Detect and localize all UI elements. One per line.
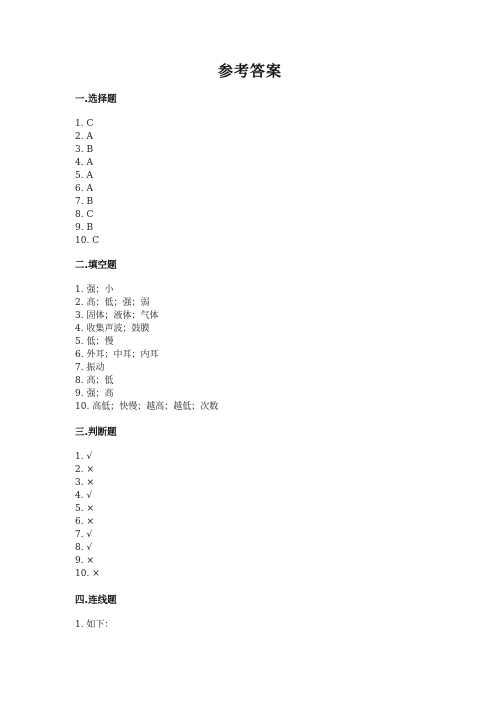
answer-item (75, 284, 435, 297)
answer-item (75, 516, 435, 529)
answer-item (75, 568, 435, 581)
answer-item (75, 222, 435, 235)
item-answer: 收集声波；鼓膜 (86, 324, 150, 334)
answer-item (75, 477, 435, 490)
answer-item (75, 362, 435, 375)
item-answer: 振动 (86, 363, 105, 373)
answer-item (75, 196, 435, 209)
item-number: 10. (75, 402, 90, 412)
answer-item (75, 183, 435, 196)
answer-list (75, 118, 435, 248)
answer-item (75, 209, 435, 222)
item-answer: 高低；快慢；越高；越低；次数 (92, 402, 219, 412)
item-answer: C (86, 119, 94, 129)
item-number: 6. (75, 184, 84, 194)
item-number: 1. (75, 620, 84, 630)
answer-list (75, 451, 435, 581)
item-answer: B (86, 197, 94, 207)
item-number: 9. (75, 389, 84, 399)
item-number: 8. (75, 543, 84, 553)
answer-item (75, 388, 435, 401)
section-matching (75, 594, 435, 632)
item-number: 1. (75, 119, 84, 129)
item-answer: A (86, 132, 93, 142)
item-number: 1. (75, 452, 84, 462)
answer-item (75, 542, 435, 555)
item-number: 8. (75, 210, 84, 220)
answer-item (75, 131, 435, 144)
section-fill-in-blank (75, 259, 435, 414)
answer-item (75, 451, 435, 464)
item-answer: 高；低；强；弱 (86, 298, 150, 308)
answer-item (75, 349, 435, 362)
answer-item (75, 144, 435, 157)
item-number: 1. (75, 285, 84, 295)
answer-item (75, 555, 435, 568)
section-heading: 四.连线题 (75, 595, 117, 606)
item-number: 8. (75, 376, 84, 386)
item-answer: √ (86, 491, 93, 501)
item-number: 5. (75, 504, 84, 514)
section-heading: 三.判断题 (75, 427, 117, 438)
item-answer: × (86, 504, 95, 514)
item-number: 2. (75, 298, 84, 308)
section-multiple-choice (75, 93, 435, 248)
answer-item (75, 157, 435, 170)
item-answer: 固体；液体；气体 (86, 311, 159, 321)
item-answer: 外耳；中耳；内耳 (86, 350, 159, 360)
answer-list (75, 619, 435, 632)
item-answer: √ (86, 530, 93, 540)
item-answer: B (86, 223, 94, 233)
item-number: 5. (75, 337, 84, 347)
item-number: 2. (75, 132, 84, 142)
item-answer: √ (86, 543, 93, 553)
answer-item (75, 336, 435, 349)
item-answer: A (86, 171, 93, 181)
item-number: 3. (75, 311, 84, 321)
item-answer: C (86, 210, 94, 220)
item-number: 3. (75, 478, 84, 488)
answer-item (75, 235, 435, 248)
answer-list (75, 284, 435, 414)
section-true-false (75, 426, 435, 581)
item-answer: 低；慢 (86, 337, 114, 347)
item-number: 7. (75, 530, 84, 540)
item-answer: 如下： (86, 620, 114, 630)
item-number: 5. (75, 171, 84, 181)
answer-item (75, 170, 435, 183)
answer-item (75, 503, 435, 516)
item-number: 7. (75, 197, 84, 207)
page-title: 参考答案 (217, 62, 282, 80)
answer-item (75, 297, 435, 310)
answer-item (75, 323, 435, 336)
item-answer: A (86, 158, 93, 168)
item-number: 4. (75, 158, 84, 168)
item-number: 9. (75, 223, 84, 233)
item-answer: C (92, 236, 100, 246)
item-number: 3. (75, 145, 84, 155)
item-answer: × (86, 556, 95, 566)
item-number: 10. (75, 569, 90, 579)
item-number: 9. (75, 556, 84, 566)
item-number: 2. (75, 465, 84, 475)
item-number: 4. (75, 491, 84, 501)
answer-item (75, 529, 435, 542)
item-number: 6. (75, 350, 84, 360)
item-number: 7. (75, 363, 84, 373)
item-answer: 高；低 (86, 376, 114, 386)
answer-item (75, 490, 435, 503)
item-answer: √ (86, 452, 93, 462)
item-answer: 强；高 (86, 389, 114, 399)
item-answer: 强；小 (86, 285, 114, 295)
section-heading: 一.选择题 (75, 94, 117, 105)
answer-item (75, 310, 435, 323)
answer-item (75, 619, 435, 632)
item-answer: × (86, 478, 95, 488)
item-answer: × (86, 465, 95, 475)
answer-item (75, 375, 435, 388)
item-answer: × (92, 569, 100, 579)
section-heading: 二.填空题 (75, 260, 117, 271)
item-number: 10. (75, 236, 90, 246)
answer-item (75, 401, 435, 414)
answer-item (75, 118, 435, 131)
item-number: 4. (75, 324, 84, 334)
item-answer: × (86, 517, 95, 527)
item-number: 6. (75, 517, 84, 527)
item-answer: B (86, 145, 94, 155)
item-answer: A (86, 184, 93, 194)
answer-item (75, 464, 435, 477)
